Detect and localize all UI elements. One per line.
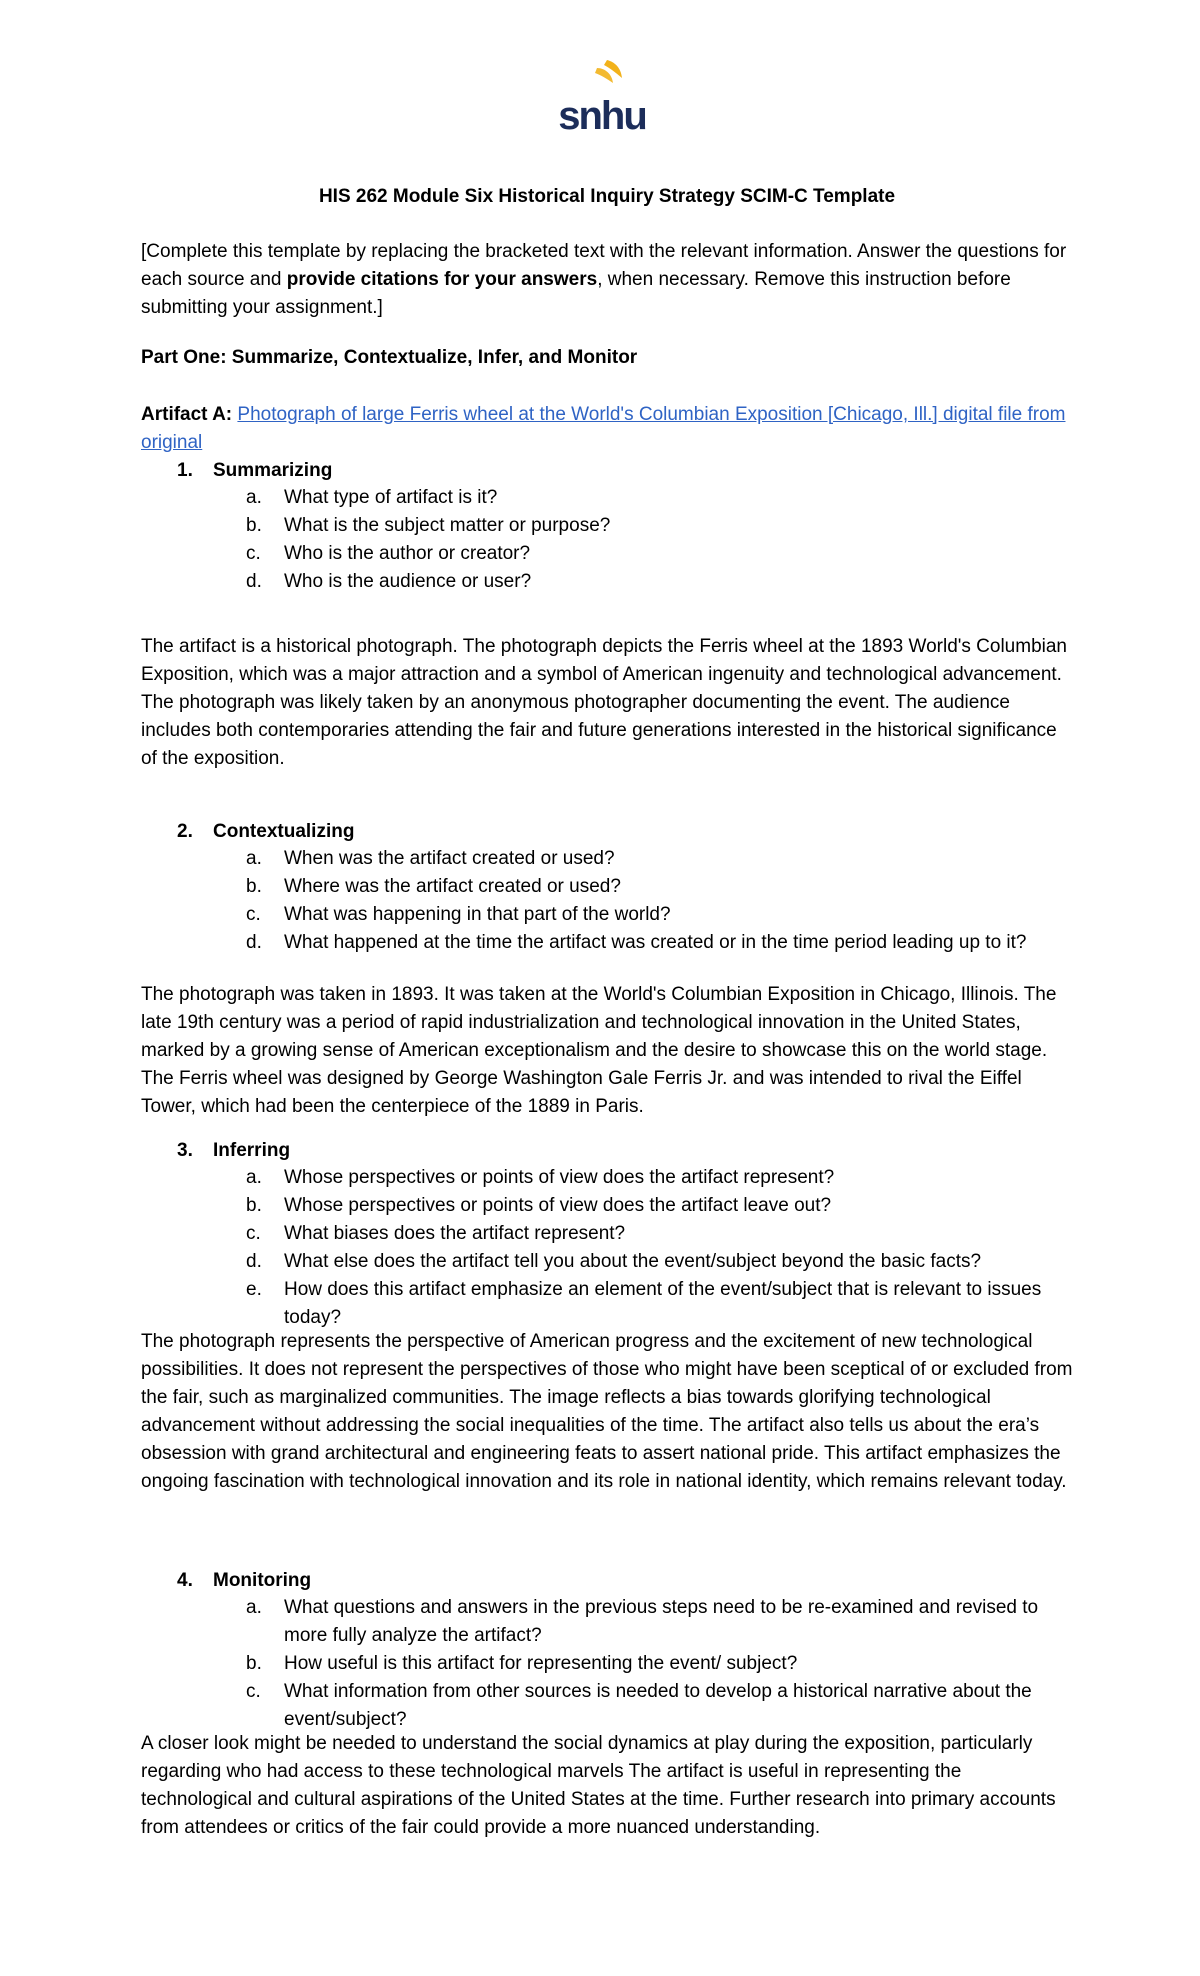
part-one-heading: Part One: Summarize, Contextualize, Infer, and Monitor (141, 347, 638, 368)
question-item: d. What happened at the time the artifact was created or in the time period leading up to it? (246, 932, 1027, 953)
question-item: c. What information from other sources is needed to develop a historical narrative about the event/subject? (246, 1681, 1032, 1730)
section-monitoring-heading: 4. Monitoring (177, 1570, 312, 1591)
question-item: b. Whose perspectives or points of view does the artifact leave out? (246, 1195, 832, 1216)
logo-wordmark: snhu (558, 94, 646, 136)
inferring-questions (246, 1164, 1066, 1332)
question-item: c. What biases does the artifact represent? (246, 1223, 626, 1244)
question-item: e. How does this artifact emphasize an element of the event/subject that is relevant to issues today? (246, 1279, 1042, 1328)
question-item: d. What else does the artifact tell you about the event/subject beyond the basic facts? (246, 1251, 982, 1272)
monitoring-questions (246, 1594, 1066, 1734)
question-item: c. What was happening in that part of the world? (246, 904, 671, 925)
question-item: a. Whose perspectives or points of view does the artifact represent? (246, 1167, 835, 1188)
question-item: b. How useful is this artifact for representing the event/ subject? (246, 1653, 798, 1674)
question-item: b. Where was the artifact created or used? (246, 876, 621, 897)
instructions-paragraph: [Complete this template by replacing the bracketed text with the relevant information. Answer the questions for each source and provide citations for your answers, when necessary. Remove this instruction before submitting your assignment.] (141, 241, 1067, 318)
artifact-line: Artifact A: Photograph of large Ferris wheel at the World's Columbian Exposition [Chicago, Ill.] digital file from original (141, 404, 1066, 453)
document-title: HIS 262 Module Six Historical Inquiry Strategy SCIM-C Template (318, 186, 896, 207)
question-item: d. Who is the audience or user? (246, 571, 532, 592)
section-contextualizing-heading: 2. Contextualizing (177, 821, 355, 842)
question-item: a. What type of artifact is it? (246, 487, 498, 508)
summarizing-questions (246, 484, 1066, 596)
section-summarizing-heading: 1. Summarizing (177, 460, 333, 481)
monitoring-answer: A closer look might be needed to understand the social dynamics at play during the exposition, particularly regarding who had access to these technological marvels The artifact is useful in representing the technological and cultural aspirations of the United States at the time. Further research into primary accounts from attendees or critics of the fair could provide a more nuanced understanding. (141, 1733, 1056, 1838)
snhu-logo (557, 56, 647, 136)
question-item: c. Who is the author or creator? (246, 543, 531, 564)
contextualizing-questions (246, 845, 1066, 957)
question-item: a. What questions and answers in the previous steps need to be re-examined and revised to more fully analyze the artifact? (246, 1597, 1039, 1646)
section-inferring-heading: 3. Inferring (177, 1140, 291, 1161)
question-item: a. When was the artifact created or used? (246, 848, 615, 869)
summarizing-answer: The artifact is a historical photograph. The photograph depicts the Ferris wheel at the 1893 World's Columbian Exposition, which was a major attraction and a symbol of American ingenuity and technological advancement. The photograph was likely taken by an anonymous photographer documenting the event. The audience includes both contemporaries attending the fair and future generations interested in the historical significance of the exposition. (141, 636, 1067, 769)
inferring-answer: The photograph represents the perspective of American progress and the excitement of new technological possibilities. It does not represent the perspectives of those who might have been sceptical of or excluded from the fair, such as marginalized communities. The image reflects a bias towards glorifying technological advancement without addressing the social inequalities of the time. The artifact also tells us about the era’s obsession with grand architectural and engineering feats to assert national pride. This artifact emphasizes the ongoing fascination with technological innovation and its role in national identity, which remains relevant today. (141, 1331, 1073, 1492)
artifact-link[interactable]: Photograph of large Ferris wheel at the World's Columbian Exposition [Chicago, Ill.] digital file from original (141, 404, 1066, 453)
question-item: b. What is the subject matter or purpose? (246, 515, 611, 536)
contextualizing-answer: The photograph was taken in 1893. It was taken at the World's Columbian Exposition in Chicago, Illinois. The late 19th century was a period of rapid industrialization and technological innovation in the United States, marked by a growing sense of American exceptionalism and the desire to showcase this on the world stage. The Ferris wheel was designed by George Washington Gale Ferris Jr. and was intended to rival the Eiffel Tower, which had been the centerpiece of the 1889 in Paris. (141, 984, 1057, 1117)
